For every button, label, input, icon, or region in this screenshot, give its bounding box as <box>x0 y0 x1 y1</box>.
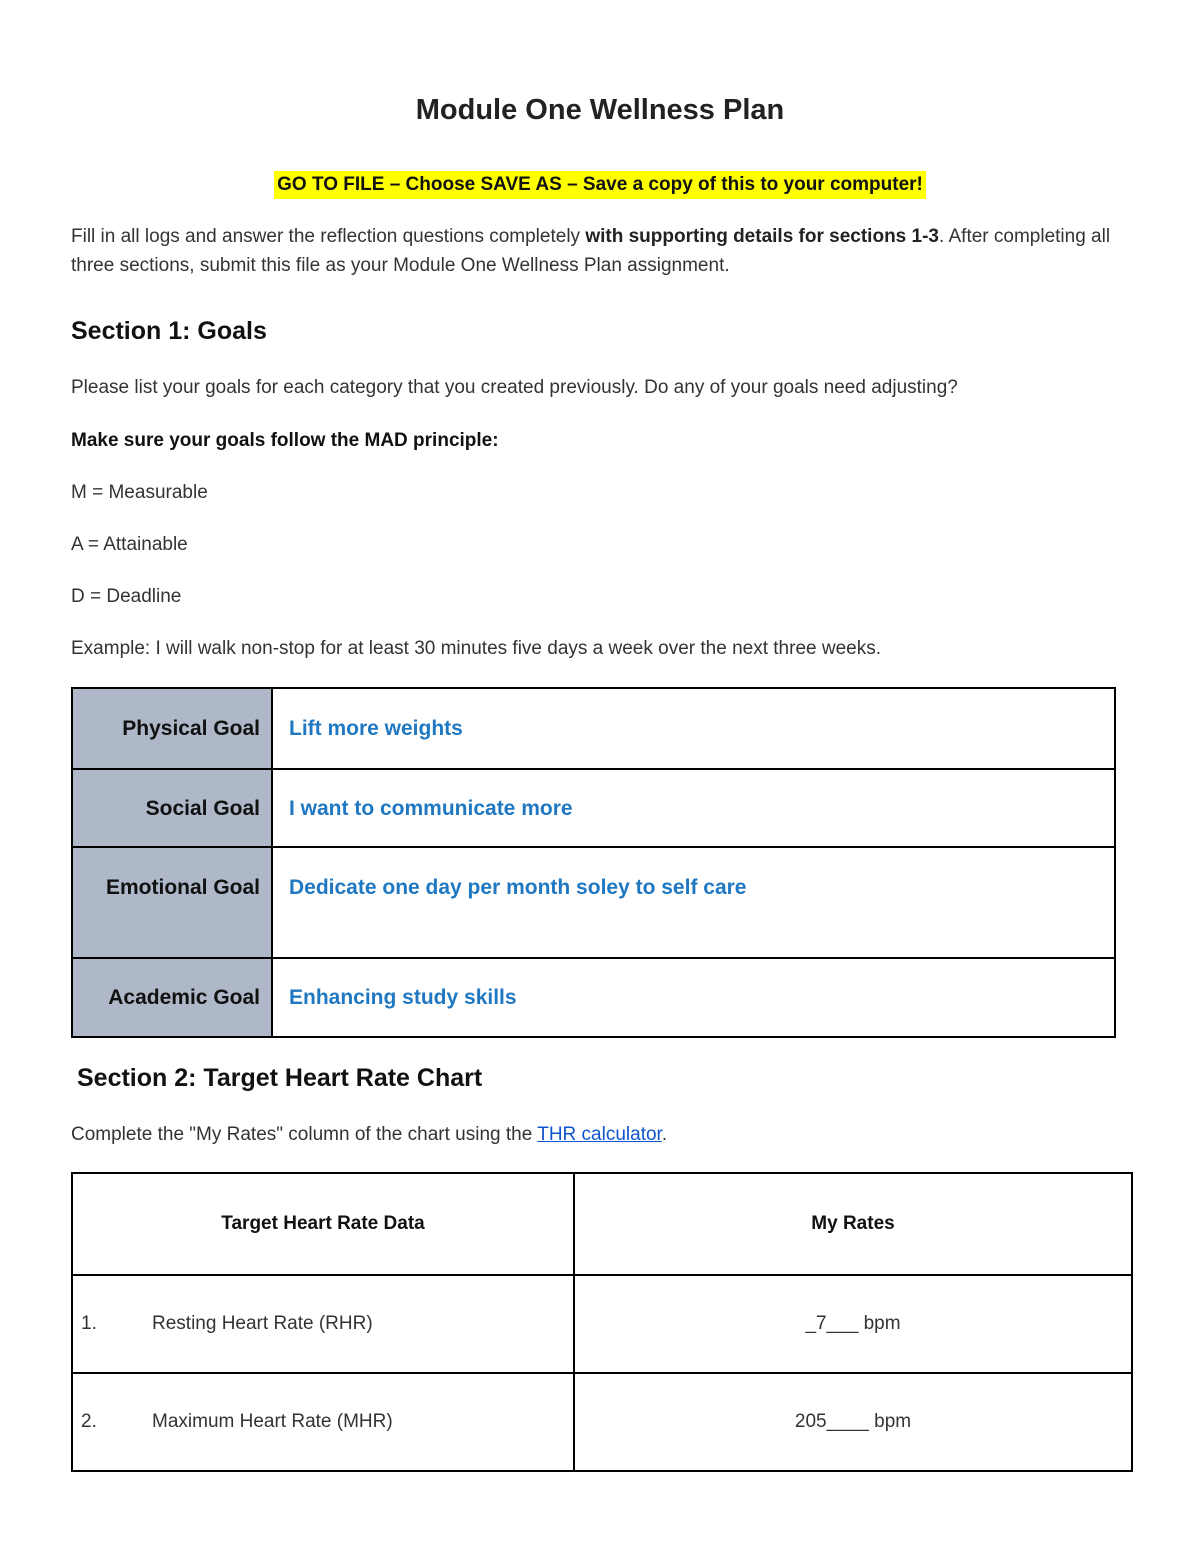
column-header-rates: My Rates <box>574 1173 1132 1275</box>
column-header-data: Target Heart Rate Data <box>72 1173 574 1275</box>
item-label: Maximum Heart Rate (MHR) <box>152 1411 393 1432</box>
section2-prompt-text: Complete the "My Rates" column of the chart using the <box>71 1124 538 1145</box>
section2-prompt-end: . <box>661 1124 668 1145</box>
goal-value[interactable]: I want to communicate more <box>272 769 1115 847</box>
mad-measurable: M = Measurable <box>71 482 208 503</box>
section2-prompt <box>71 1123 667 1147</box>
intro-text-end: . After completing all three sections, submit this file as your Module One Wellness Plan assignment. <box>71 226 1111 276</box>
goal-example: Example: I will walk non-stop for at least 30 minutes five days a week over the next three weeks. <box>71 638 881 659</box>
goal-value[interactable]: Enhancing study skills <box>272 958 1115 1037</box>
goals-table <box>71 687 1116 1038</box>
section1-prompt: Please list your goals for each category that you created previously. Do any of your goals need adjusting? <box>71 377 958 398</box>
goal-label: Social Goal <box>72 769 272 847</box>
item-number: 2. <box>81 1411 97 1432</box>
heart-rate-table <box>71 1172 1133 1472</box>
document-title: Module One Wellness Plan <box>415 94 785 126</box>
section1-heading: Section 1: Goals <box>71 317 267 345</box>
goal-label: Emotional Goal <box>72 847 272 958</box>
table-row <box>72 688 1115 769</box>
heart-rate-item <box>72 1275 574 1373</box>
table-row <box>72 1373 1132 1471</box>
heart-rate-item <box>72 1373 574 1471</box>
table-row <box>72 847 1115 958</box>
table-row <box>72 1275 1132 1373</box>
mad-attainable: A = Attainable <box>71 534 188 555</box>
intro-paragraph <box>71 222 1131 280</box>
heart-rate-value[interactable]: 205____ bpm <box>574 1373 1132 1471</box>
intro-text: Fill in all logs and answer the reflection questions completely <box>71 226 586 247</box>
item-label: Resting Heart Rate (RHR) <box>152 1313 373 1334</box>
thr-calculator-link[interactable]: THR calculator <box>537 1124 662 1145</box>
goal-value[interactable]: Lift more weights <box>272 688 1115 769</box>
table-row <box>72 769 1115 847</box>
table-header-row <box>72 1173 1132 1275</box>
mad-heading: Make sure your goals follow the MAD principle: <box>71 430 499 451</box>
section2-heading: Section 2: Target Heart Rate Chart <box>77 1064 483 1092</box>
item-number: 1. <box>81 1313 97 1334</box>
intro-bold-text: with supporting details for sections 1-3 <box>585 226 939 247</box>
save-instruction-wrapper <box>0 171 1200 199</box>
mad-deadline: D = Deadline <box>71 586 182 607</box>
table-row <box>72 958 1115 1037</box>
goal-label: Physical Goal <box>72 688 272 769</box>
goal-value[interactable]: Dedicate one day per month soley to self care <box>272 847 1115 958</box>
goal-label: Academic Goal <box>72 958 272 1037</box>
save-instruction-banner: GO TO FILE – Choose SAVE AS – Save a copy of this to your computer! <box>274 171 926 199</box>
heart-rate-value[interactable]: _7___ bpm <box>574 1275 1132 1373</box>
